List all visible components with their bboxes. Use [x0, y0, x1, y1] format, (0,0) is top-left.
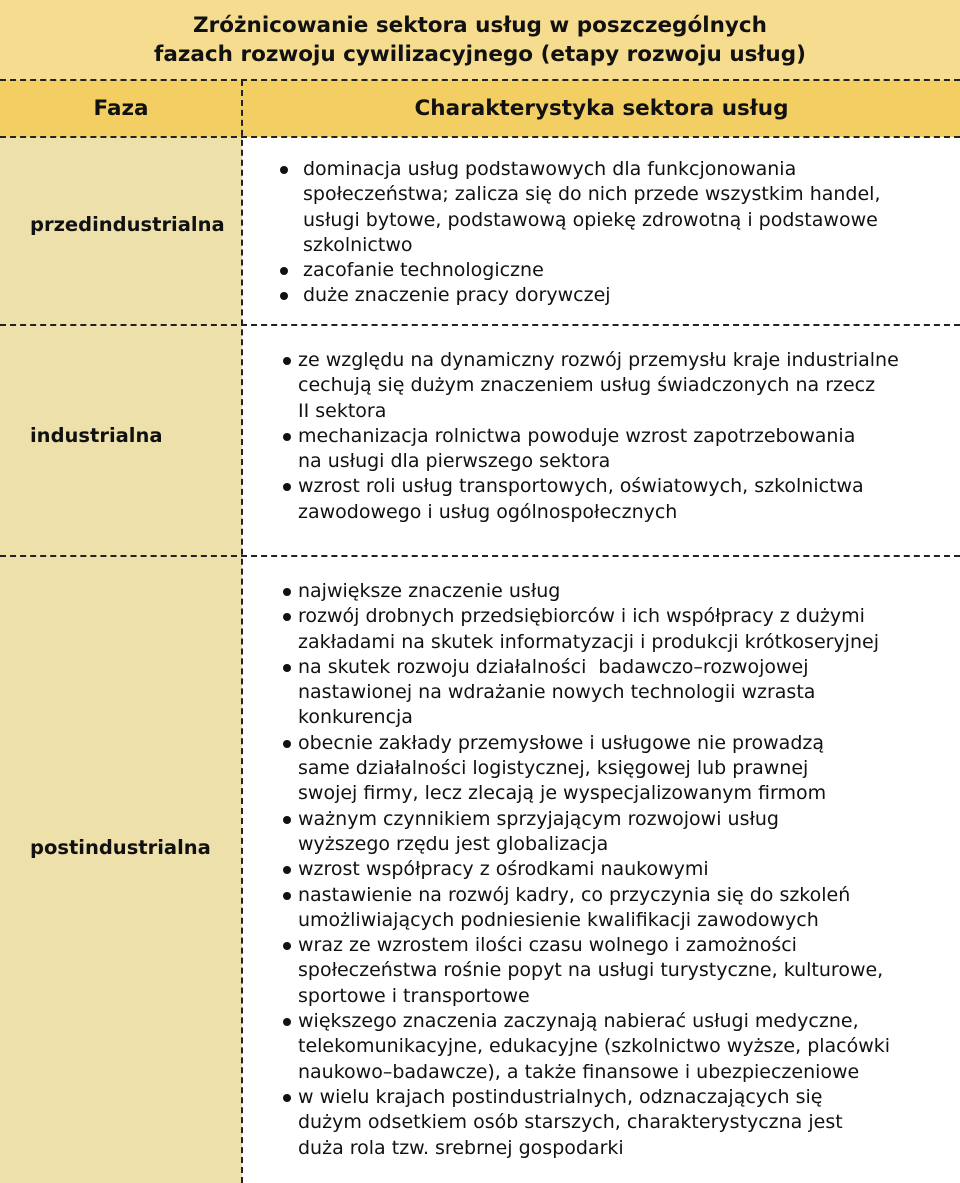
list-item-line: zakładami na skutek informatyzacji i produkcji krótkoseryjnej	[298, 630, 879, 653]
list-item-line: swojej firmy, lecz zlecają je wyspecjalizowanym firmom	[298, 782, 827, 805]
list-item	[0, 1009, 960, 1085]
list-item-line: duża rola tzw. srebrnej gospodarki	[298, 1136, 624, 1159]
list-item-line: dominacja usług podstawowych dla funkcjonowania	[303, 158, 797, 180]
list-item	[0, 424, 960, 475]
list-item	[0, 348, 960, 424]
list-item-line: wyższego rzędu jest globalizacja	[298, 832, 609, 855]
list-item-line: dużym odsetkiem osób starszych, charakterystyczna jest	[298, 1111, 843, 1134]
list-item-line: ze względu na dynamiczny rozwój przemysłu kraje industrialne	[298, 349, 899, 371]
bullet-icon	[280, 166, 288, 174]
postindustrial-list	[0, 579, 960, 1161]
list-item	[0, 655, 960, 731]
industrial-list	[0, 348, 960, 525]
phase-industrial: industrialna	[30, 424, 163, 447]
divider	[0, 324, 960, 326]
list-item-line: cechują się dużym znaczeniem usług świadczonych na rzecz	[298, 374, 876, 397]
preindustrial-list	[0, 157, 960, 309]
bullet-icon	[283, 740, 291, 748]
phase-postindustrial: postindustrialna	[30, 836, 211, 859]
bullet-icon	[283, 588, 291, 596]
list-item-line: konkurencja	[298, 706, 413, 729]
bullet-icon	[283, 433, 291, 441]
list-item-line: mechanizacja rolnictwa powoduje wzrost zapotrzebowania	[298, 424, 856, 447]
table-header	[0, 80, 960, 137]
list-item-line: zawodowego i usług ogólnospołecznych	[298, 500, 678, 523]
divider	[0, 79, 960, 81]
bullet-icon	[283, 816, 291, 824]
list-item-line: szkolnictwo	[303, 233, 413, 256]
list-item	[0, 258, 960, 283]
bullet-icon	[283, 892, 291, 900]
list-item-line: naukowo–badawcze), a także finansowe i ubezpieczeniowe	[298, 1060, 860, 1083]
bullet-icon	[283, 664, 291, 672]
list-item-line: na usługi dla pierwszego sektora	[298, 450, 611, 473]
list-item-line: rozwój drobnych przedsiębiorców i ich współpracy z dużymi	[298, 605, 865, 628]
list-item	[0, 283, 960, 308]
list-item-line: nastawienie na rozwój kadry, co przyczynia się do szkoleń	[298, 883, 851, 906]
list-item	[0, 1085, 960, 1161]
list-item	[0, 883, 960, 934]
list-item-line: usługi bytowe, podstawową opiekę zdrowotną i podstawowe	[303, 208, 878, 231]
header-phase: Faza	[93, 96, 149, 121]
list-item-line: największe znaczenie usług	[298, 580, 561, 602]
divider	[0, 555, 960, 557]
list-item	[0, 157, 960, 258]
list-item-line: wzrost współpracy z ośrodkami naukowymi	[298, 858, 709, 881]
list-item-line: większego znaczenia zaczynają nabierać usługi medyczne,	[298, 1010, 859, 1033]
divider	[0, 136, 960, 138]
list-item-line: same działalności logistycznej, księgowej lub prawnej	[298, 757, 809, 780]
list-item	[0, 474, 960, 525]
list-item-line: umożliwiających podniesienie kwalifikacji zawodowych	[298, 908, 819, 931]
list-item-line: telekomunikacyjne, edukacyjne (szkolnictwo wyższe, placówki	[298, 1035, 891, 1058]
list-item-line: wraz ze wzrostem ilości czasu wolnego i zamożności	[298, 934, 797, 957]
list-item	[0, 807, 960, 858]
bullet-icon	[283, 357, 291, 365]
list-item-line: społeczeństwa; zalicza się do nich przede wszystkim handel,	[303, 183, 881, 206]
list-item-line: wzrost roli usług transportowych, oświatowych, szkolnictwa	[298, 475, 864, 498]
list-item-line: obecnie zakłady przemysłowe i usługowe nie prowadzą	[298, 731, 824, 754]
list-item	[0, 579, 960, 604]
bullet-icon	[280, 292, 288, 300]
title-line-2: fazach rozwoju cywilizacyjnego (etapy rozwoju usług)	[154, 42, 806, 67]
list-item-line: ważnym czynnikiem sprzyjającym rozwojowi usług	[298, 807, 779, 830]
list-item-line: duże znaczenie pracy dorywczej	[303, 284, 611, 307]
list-item-line: II sektora	[298, 399, 387, 422]
title-line-1: Zróżnicowanie sektora usług w poszczególnych	[193, 13, 767, 38]
table-title	[0, 0, 960, 80]
bullet-icon	[283, 866, 291, 874]
list-item-line: zacofanie technologiczne	[303, 259, 544, 282]
list-item	[0, 933, 960, 1009]
list-item	[0, 604, 960, 655]
list-item-line: społeczeństwa rośnie popyt na usługi turystyczne, kulturowe,	[298, 959, 884, 982]
bullet-icon	[280, 267, 288, 275]
bullet-icon	[283, 613, 291, 621]
list-item	[0, 857, 960, 882]
bullet-icon	[283, 1094, 291, 1102]
list-item-line: sportowe i transportowe	[298, 984, 530, 1007]
bullet-icon	[283, 483, 291, 491]
list-item-line: w wielu krajach postindustrialnych, odznaczających się	[298, 1085, 823, 1108]
phase-preindustrial: przedindustrialna	[30, 213, 225, 236]
list-item-line: na skutek rozwoju działalności badawczo–rozwojowej	[298, 655, 809, 678]
bullet-icon	[283, 942, 291, 950]
header-characteristics: Charakterystyka sektora usług	[414, 96, 789, 121]
bullet-icon	[283, 1018, 291, 1026]
list-item	[0, 731, 960, 807]
list-item-line: nastawionej na wdrażanie nowych technologii wzrasta	[298, 681, 816, 704]
